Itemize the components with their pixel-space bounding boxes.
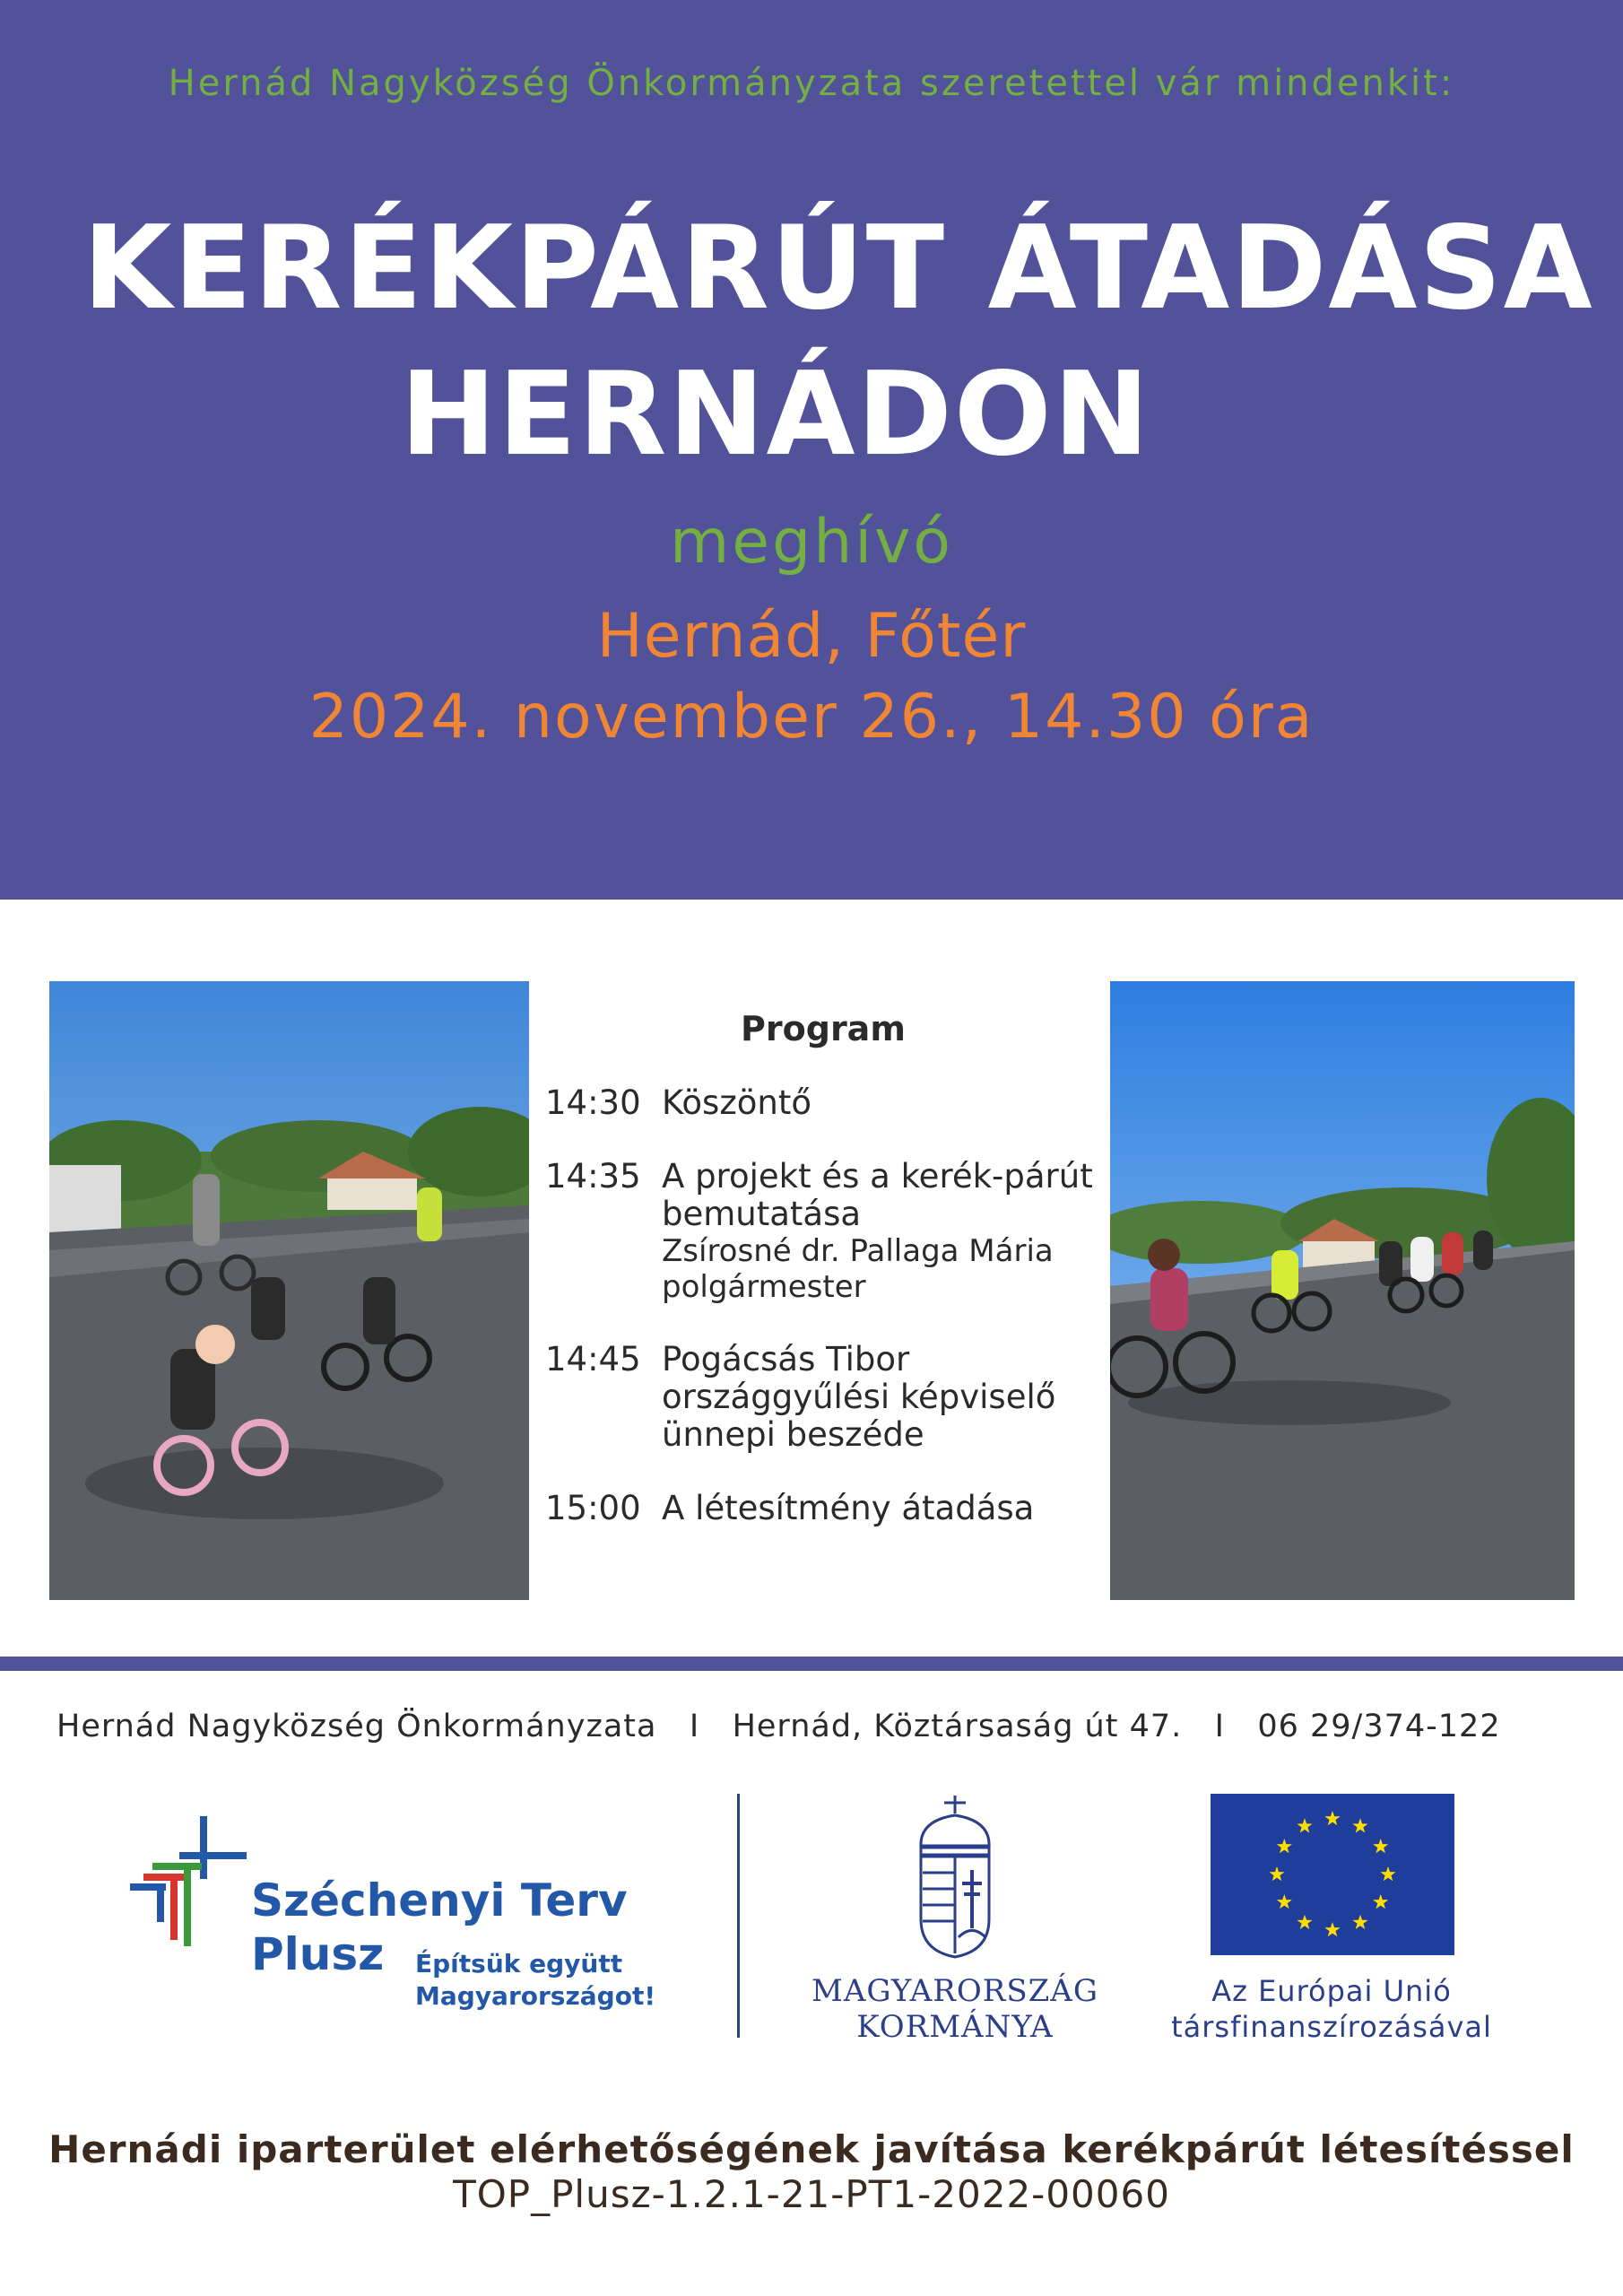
program-speaker: Zsírosné dr. Pallaga Mária polgármester — [662, 1233, 1054, 1305]
program-time: 15:00 — [545, 1489, 641, 1527]
eu-star — [1269, 1866, 1284, 1881]
program-schedule — [545, 1009, 1101, 1563]
eu-line1: Az Európai Unió — [1211, 1974, 1452, 2008]
contact-org: Hernád Nagyközség Önkormányzata — [56, 1709, 657, 1744]
eu-star — [1352, 1818, 1367, 1832]
program-time: 14:35 — [545, 1157, 641, 1196]
eu-logo — [1157, 1794, 1506, 2054]
photo-cyclists-adults — [1110, 981, 1575, 1600]
szechenyi-terv-logo — [130, 1812, 656, 2027]
eu-star — [1297, 1915, 1312, 1929]
event-date: 2024. november 26., 14.30 óra — [308, 682, 1315, 752]
eu-star — [1352, 1915, 1367, 1929]
slogan-line1: Építsük együtt — [415, 1949, 623, 1979]
program-heading: Program — [741, 1009, 906, 1048]
contact-address: Hernád, Köztársaság út 47. — [732, 1709, 1183, 1744]
event-title-line2: HERNÁDON — [400, 348, 1151, 482]
contact-phone: 06 29/374-122 — [1257, 1709, 1501, 1744]
szechenyi-slogan — [415, 1948, 655, 2013]
section-divider — [0, 1657, 1623, 1671]
eu-star — [1373, 1894, 1388, 1909]
invitation-label: meghívó — [669, 507, 954, 578]
eu-text — [1157, 1973, 1506, 2045]
program-item — [545, 1084, 1101, 1122]
logo-separator — [737, 1794, 740, 2038]
eu-star — [1324, 1811, 1340, 1825]
eu-star — [1277, 1894, 1292, 1909]
project-code: TOP_Plusz-1.2.1-21-PT1-2022-00060 — [453, 2172, 1170, 2216]
program-time: 14:45 — [545, 1340, 641, 1378]
event-title-line1: KERÉKPÁRÚT ÁTADÁSA — [82, 202, 1594, 335]
slogan-line2: Magyarországot! — [415, 1981, 656, 2011]
contact-separator: I — [1214, 1709, 1225, 1744]
program-item — [545, 1158, 1101, 1305]
government-text — [807, 1973, 1103, 2045]
program-text: A projekt és a kerék-párút bemutatása — [662, 1157, 1093, 1233]
government-line1: MAGYARORSZÁG — [812, 1973, 1098, 2009]
contact-line — [56, 1709, 1501, 1744]
eu-stars-icon — [1211, 1794, 1454, 1955]
szechenyi-cross-icon — [130, 1816, 247, 1951]
eu-star — [1380, 1866, 1395, 1881]
invitation-intro: Hernád Nagyközség Önkormányzata szeretettel vár mindenkit: — [168, 63, 1455, 104]
eu-star — [1373, 1839, 1388, 1853]
eu-line2: társfinanszírozásával — [1171, 2010, 1492, 2044]
event-place: Hernád, Főtér — [596, 601, 1027, 672]
szechenyi-name: Széchenyi Terv — [251, 1874, 628, 1926]
hungarian-coat-of-arms-icon — [910, 1794, 1000, 1960]
program-time: 14:30 — [545, 1083, 641, 1122]
program-text: A létesítmény átadása — [662, 1489, 1035, 1527]
szechenyi-plusz: Plusz — [251, 1928, 385, 1980]
government-line2: KORMÁNYA — [856, 2009, 1054, 2045]
header-banner — [0, 0, 1623, 900]
government-logo — [807, 1794, 1103, 2054]
eu-star — [1324, 1922, 1340, 1936]
program-text: Pogácsás Tibor országgyűlési képviselő ünnepi beszéde — [662, 1340, 1056, 1454]
eu-star — [1277, 1839, 1292, 1853]
program-item — [545, 1490, 1101, 1527]
program-text: Köszöntő — [662, 1083, 812, 1122]
photo-cyclists-children — [49, 981, 529, 1600]
program-item — [545, 1341, 1101, 1454]
eu-star — [1297, 1818, 1312, 1832]
project-title: Hernádi iparterület elérhetőségének javítása kerékpárút létesítéssel — [48, 2127, 1575, 2171]
contact-separator: I — [689, 1709, 700, 1744]
eu-flag-icon — [1211, 1794, 1454, 1955]
